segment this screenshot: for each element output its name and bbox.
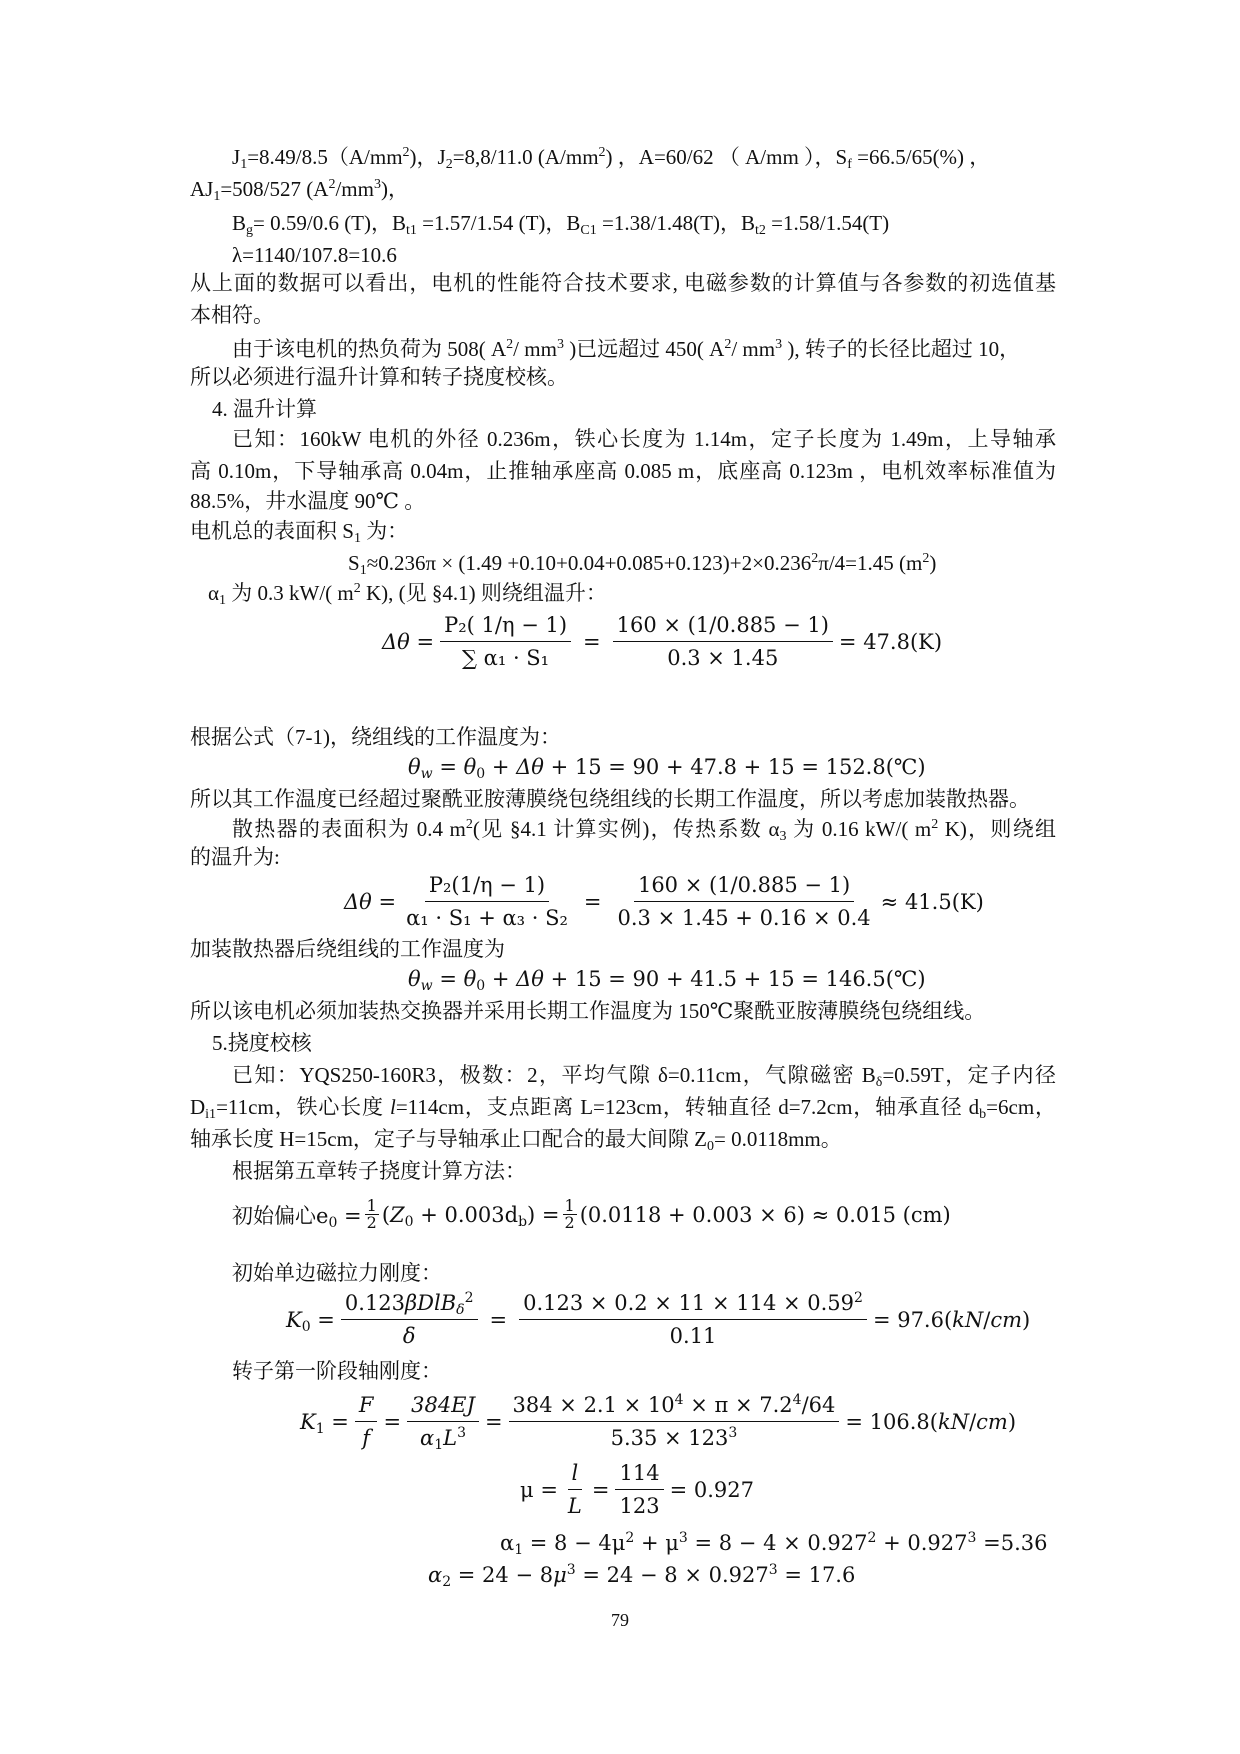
equation-working-temperature-1: $\theta_w = \theta_0 + \Delta\theta + 15 = 90 + 47.8 + 15$ = 152.8(℃) (408, 755, 926, 782)
paragraph-thermal-load: 由于该电机的热负荷为 508( $A^2/$ $mm^3$ )已远超过 450( $A^2/$ $mm^3$ ), 转子的长径比超过 10， (232, 337, 1021, 361)
paragraph-magnetic-stiffness: 初始单边磁拉力刚度： (232, 1261, 442, 1285)
paragraph-thermal-load-end: 所以必须进行温升计算和转子挠度校核。 (190, 365, 568, 389)
paragraph-alpha1: $\alpha_1$ 为 0.3 kW/( $m^2$ K), (见 §4.1) 则绕组温升： (208, 581, 607, 608)
equation-mu: μ = $\frac{l}{L}$ = $\frac{114}{123}$ = 0.927 (520, 1461, 754, 1518)
paragraph-method: 根据第五章转子挠度计算方法： (232, 1159, 526, 1183)
result-line-flux-density: $B_g= 0.59/0.6$ (T)，$B_{t1} =1.57/1.54$ (T)，$B_{C1} =1.38/1.48(T)$，$B_{t2} =1.58/1.54(T)$ (232, 211, 890, 238)
equation-initial-eccentricity: 初始偏心$e_0$ = $\frac{1}{2}$ $(Z_0 + 0.003d_b)$ = $\frac{1}{2}$ (0.0118 + 0.003 × 6) ≈ 0.015 (cm) (232, 1196, 951, 1232)
result-line-aj: $AJ_1=508/527$ $(A^2/mm^3)$， (190, 177, 409, 204)
page-number: 79 (611, 1610, 629, 1630)
paragraph-after-radiator: 加装散热器后绕组线的工作温度为 (190, 937, 505, 961)
paragraph-rotor-data-2: $D_{i1}=11cm$，铁心长度 l=114cm，支点距离 L=123cm，转轴直径 d=7.2cm，轴承直径 $d_b=6cm$， (190, 1095, 1057, 1122)
result-line-current-density: $J_1=8.49/8.5(A/mm^2)$，$J_2=8,8/11.0$ $(A/mm^2)$ ，A=60/62 （ A/mm ），$S_f =66.5/65(\%)$ ， (232, 145, 991, 172)
equation-temperature-rise-1: Δθ = $\frac{\text{P₂( 1/η − 1)}}{\text{∑ α₁ · S₁}}$ = $\frac{160 \times (1/0.885 - 1)}{0.3 \times 1.45}$ = 47.8(K) (382, 613, 943, 670)
paragraph-radiator-1: 散热器的表面积为 0.4 $m^2$(见 §4.1 计算实例)，传热系数 $\alpha_3$ 为 0.16 kW/( $m^2$ K)，则绕组 (232, 817, 1056, 844)
equation-alpha2: $\alpha_2 = 24 - 8\mu^3 = 24 - 8 \times 0.927^3 = 17.6$ (428, 1562, 856, 1590)
paragraph-shaft-stiffness: 转子第一阶段轴刚度： (232, 1359, 442, 1383)
result-line-lambda: λ=1140/107.8=10.6 (232, 243, 397, 267)
paragraph-rotor-data-3: 轴承长度 H=15cm，定子与导轴承止口配合的最大间隙 $Z_0= 0.0118mm$。 (190, 1127, 842, 1154)
paragraph-conclusion-end: 本相符。 (190, 303, 274, 327)
paragraph-known-data-3: 88.5%，井水温度 90℃ 。 (190, 489, 426, 513)
section-heading-deflection: 5.挠度校核 (212, 1031, 312, 1055)
paragraph-surface-area: 电机总的表面积 $S_1$ 为： (190, 519, 409, 546)
equation-surface-area: $S_1\approx 0.236\pi \times (1.49 +0.10+0.04+0.085+0.123)+2\times 0.236^2\pi/4=1.45$ $(m^2)$ (348, 551, 937, 578)
equation-shaft-stiffness: $K_1$ = $\frac{F}{f}$ = $\frac{384EJ}{\alpha_1L^3}$ = $\frac{384 \times 2.1 \times 10^4 \times \pi \times 7.2^4/64}{5.35 \times 123^3}$ = 106.8(kN/cm) (300, 1392, 1017, 1453)
equation-temperature-rise-2: Δθ = $\frac{\text{P₂(1/η − 1)}}{\text{α₁ · S₁ + α₃ · S₂}}$ = $\frac{160 \times (1/0.885 - 1)}{0.3 \times 1.45 + 0.16 \times 0.4}$ ≈ 41.5(K) (344, 873, 984, 930)
paragraph-heat-exchanger: 所以该电机必须加装热交换器并采用长期工作温度为 150℃聚酰亚胺薄膜绕包绕组线。 (190, 999, 986, 1023)
section-heading-temperature-rise: 4. 温升计算 (212, 397, 317, 421)
equation-working-temperature-2: $\theta_w = \theta_0 + \Delta\theta + 15 = 90 + 41.5 + 15$ = 146.5(℃) (408, 967, 926, 994)
paragraph-known-data-1: 已知：160kW 电机的外径 0.236m，铁心长度为 1.14m，定子长度为 1.49m，上导轴承 (232, 427, 1056, 451)
paragraph-working-temperature: 根据公式（7-1)，绕组线的工作温度为： (190, 725, 561, 749)
equation-alpha1: $\alpha_1 = 8 - 4\mu^2 + \mu^3 = 8 - 4 \times 0.927^2 + 0.927^3 =5.36$ (500, 1530, 1048, 1558)
paragraph-conclusion: 从上面的数据可以看出，电机的性能符合技术要求, 电磁参数的计算值与各参数的初选值基 (190, 271, 1056, 295)
paragraph-rotor-data-1: 已知：YQS250-160R3，极数：2，平均气隙 δ=0.11cm，气隙磁密 $B_\delta=0.59T$，定子内径 (232, 1063, 1057, 1090)
paragraph-radiator-2: 的温升为: (190, 845, 280, 869)
equation-magnetic-stiffness: $K_0$ = $\frac{0.123\beta DlB_\delta^2}{\delta}$ = $\frac{0.123 \times 0.2 \times 11 \times 114 \times 0.59^2}{0.11}$ = 97.6(kN/cm) (286, 1290, 1031, 1348)
paragraph-known-data-2: 高 0.10m，下导轴承高 0.04m，止推轴承座高 0.085 m，底座高 0.123m ，电机效率标准值为 (190, 459, 1056, 483)
paragraph-exceeds-limit: 所以其工作温度已经超过聚酰亚胺薄膜绕包绕组线的长期工作温度，所以考虑加装散热器。 (190, 787, 1030, 811)
